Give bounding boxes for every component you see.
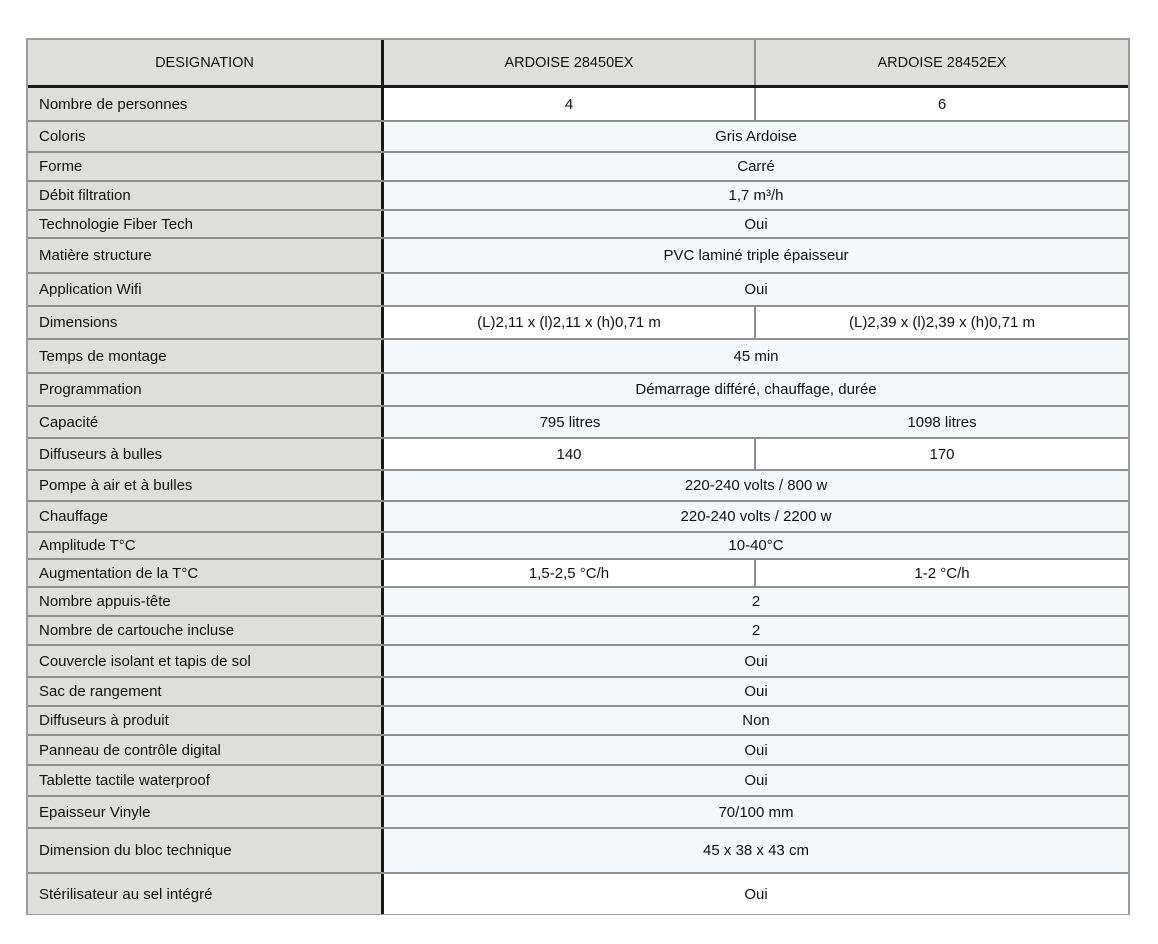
value-model-a: 1,5-2,5 °C/h: [384, 560, 756, 586]
value-model-a: (L)2,11 x (l)2,11 x (h)0,71 m: [384, 307, 756, 338]
shared-value: Oui: [384, 736, 1128, 764]
shared-value: Carré: [384, 153, 1128, 180]
shared-value: 70/100 mm: [384, 797, 1128, 827]
table-row: [28, 617, 1128, 646]
table-row: [28, 707, 1128, 736]
row-label: Nombre de cartouche incluse: [28, 617, 384, 644]
row-label: Pompe à air et à bulles: [28, 471, 384, 500]
value-model-b: 170: [756, 439, 1128, 469]
table-row: [28, 829, 1128, 874]
row-label: Dimensions: [28, 307, 384, 338]
model-b-header: ARDOISE 28452EX: [756, 40, 1128, 85]
row-label: Dimension du bloc technique: [28, 829, 384, 872]
row-label: Matière structure: [28, 239, 384, 272]
row-label: Application Wifi: [28, 274, 384, 305]
table-row: [28, 797, 1128, 829]
shared-value: Non: [384, 707, 1128, 734]
row-label: Stérilisateur au sel intégré: [28, 874, 384, 914]
shared-value: Oui: [384, 766, 1128, 795]
row-label: Coloris: [28, 122, 384, 151]
table-row: [28, 211, 1128, 239]
spec-table: [26, 38, 1130, 915]
row-label: Couvercle isolant et tapis de sol: [28, 646, 384, 676]
row-label: Sac de rangement: [28, 678, 384, 705]
shared-value: Oui: [384, 274, 1128, 305]
shared-value: 10-40°C: [384, 533, 1128, 558]
table-row: [28, 153, 1128, 182]
row-label: Programmation: [28, 374, 384, 405]
shared-value: Oui: [384, 678, 1128, 705]
table-row: [28, 307, 1128, 340]
table-row: [28, 874, 1128, 914]
value-model-a: 4: [384, 88, 756, 120]
row-label: Diffuseurs à bulles: [28, 439, 384, 469]
table-row: [28, 533, 1128, 560]
row-label: Tablette tactile waterproof: [28, 766, 384, 795]
row-label: Amplitude T°C: [28, 533, 384, 558]
row-label: Diffuseurs à produit: [28, 707, 384, 734]
model-a-header: ARDOISE 28450EX: [384, 40, 756, 85]
table-row: [28, 182, 1128, 211]
table-row: [28, 646, 1128, 678]
table-row: [28, 766, 1128, 797]
table-row: [28, 407, 1128, 439]
row-label: Forme: [28, 153, 384, 180]
table-row: [28, 439, 1128, 471]
row-label: Temps de montage: [28, 340, 384, 372]
row-label: Débit filtration: [28, 182, 384, 209]
shared-value: Démarrage différé, chauffage, durée: [384, 374, 1128, 405]
value-model-a: 795 litres: [384, 407, 756, 437]
row-label: Nombre de personnes: [28, 88, 384, 120]
row-label: Augmentation de la T°C: [28, 560, 384, 586]
row-label: Capacité: [28, 407, 384, 437]
shared-value: PVC laminé triple épaisseur: [384, 239, 1128, 272]
row-label: Technologie Fiber Tech: [28, 211, 384, 237]
shared-value: 220-240 volts / 800 w: [384, 471, 1128, 500]
table-row: [28, 239, 1128, 274]
table-row: [28, 88, 1128, 122]
table-row: [28, 340, 1128, 374]
table-row: [28, 560, 1128, 588]
table-header: [28, 40, 1128, 88]
table-row: [28, 588, 1128, 617]
table-row: [28, 374, 1128, 407]
table-row: [28, 736, 1128, 766]
shared-value: 2: [384, 588, 1128, 615]
shared-value: 1,7 m³/h: [384, 182, 1128, 209]
row-label: Chauffage: [28, 502, 384, 531]
table-row: [28, 471, 1128, 502]
table-row: [28, 274, 1128, 307]
table-row: [28, 122, 1128, 153]
row-label: Epaisseur Vinyle: [28, 797, 384, 827]
value-model-a: 140: [384, 439, 756, 469]
value-model-b: 6: [756, 88, 1128, 120]
shared-value: 220-240 volts / 2200 w: [384, 502, 1128, 531]
table-row: [28, 678, 1128, 707]
table-row: [28, 502, 1128, 533]
value-model-b: (L)2,39 x (l)2,39 x (h)0,71 m: [756, 307, 1128, 338]
shared-value: 2: [384, 617, 1128, 644]
value-model-b: 1-2 °C/h: [756, 560, 1128, 586]
shared-value: Gris Ardoise: [384, 122, 1128, 151]
shared-value: Oui: [384, 211, 1128, 237]
shared-value: 45 min: [384, 340, 1128, 372]
shared-value: 45 x 38 x 43 cm: [384, 829, 1128, 872]
shared-value: Oui: [384, 874, 1128, 914]
designation-header: DESIGNATION: [28, 40, 384, 85]
row-label: Panneau de contrôle digital: [28, 736, 384, 764]
shared-value: Oui: [384, 646, 1128, 676]
value-model-b: 1098 litres: [756, 407, 1128, 437]
row-label: Nombre appuis-tête: [28, 588, 384, 615]
